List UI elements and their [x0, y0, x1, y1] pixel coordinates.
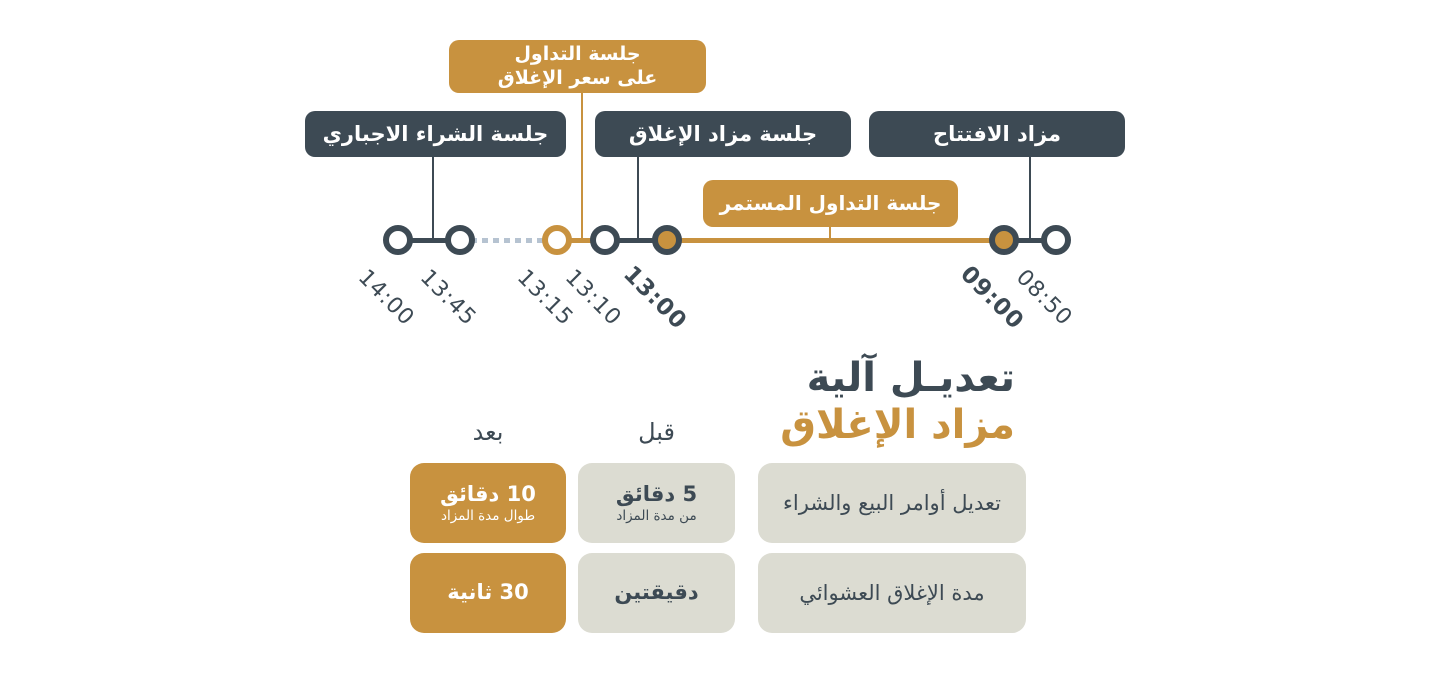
session-box-label: جلسة مزاد الإغلاق [628, 121, 818, 146]
cell-value-main: دقيقتين [614, 580, 699, 605]
session-box-opening-auction [869, 111, 1125, 157]
timeline-node-0850 [1041, 225, 1071, 255]
time-label-1315: 13:15 [511, 264, 579, 332]
cell-value-main: 5 دقائق [615, 481, 698, 506]
connector-line-mandatory-buy [432, 157, 434, 240]
cell-value-sub: من مدة المزاد [616, 507, 697, 524]
time-label-1345: 13:45 [414, 264, 482, 332]
session-box-label: جلسة الشراء الاجباري [322, 121, 549, 146]
section-title-line1: تعديـل آلية [806, 355, 1015, 401]
cell-before-order-modification [578, 463, 735, 543]
connector-line-opening-auction [1029, 157, 1031, 240]
timeline-segment-continuous-1300-0900 [667, 238, 1004, 243]
timeline-node-1310 [590, 225, 620, 255]
session-box-label-line1: جلسة التداول [514, 42, 641, 65]
cell-value-main: 10 دقائق [440, 481, 536, 506]
time-label-1400: 14:00 [352, 264, 420, 332]
cell-value-sub: طوال مدة المزاد [440, 507, 536, 524]
cell-after-random-close [410, 553, 566, 633]
session-box-label: مزاد الافتتاح [932, 121, 1062, 146]
connector-line-closing-auction [637, 157, 639, 240]
timeline-node-1400 [383, 225, 413, 255]
time-label-1300: 13:00 [618, 261, 692, 335]
session-box-label-line2: على سعر الإغلاق [497, 66, 658, 89]
row-label-random-close: مدة الإغلاق العشوائي [758, 553, 1026, 633]
time-label-0850: 08:50 [1010, 264, 1078, 332]
column-header-before: قبل [638, 418, 675, 446]
connector-line-closing-price-trading [581, 92, 583, 240]
cell-value-main: 30 ثانية [447, 580, 529, 605]
timeline-node-1300 [652, 225, 682, 255]
time-label-0900: 09:00 [955, 261, 1029, 335]
cell-after-order-modification [410, 463, 566, 543]
session-box-label: جلسة التداول المستمر [719, 191, 942, 215]
row-label-order-modification: تعديل أوامر البيع والشراء [758, 463, 1026, 543]
time-label-1310: 13:10 [559, 264, 627, 332]
timeline-node-0900 [989, 225, 1019, 255]
session-box-closing-auction [595, 111, 851, 157]
session-box-closing-price-trading [449, 40, 706, 93]
column-header-after: بعد [472, 418, 504, 446]
timeline-node-1345 [445, 225, 475, 255]
cell-before-random-close [578, 553, 735, 633]
session-box-mandatory-buy [305, 111, 566, 157]
section-title-line2: مزاد الإغلاق [780, 402, 1015, 449]
session-box-continuous-trading [703, 180, 958, 227]
timeline-node-1315 [542, 225, 572, 255]
section-title [780, 355, 1015, 449]
